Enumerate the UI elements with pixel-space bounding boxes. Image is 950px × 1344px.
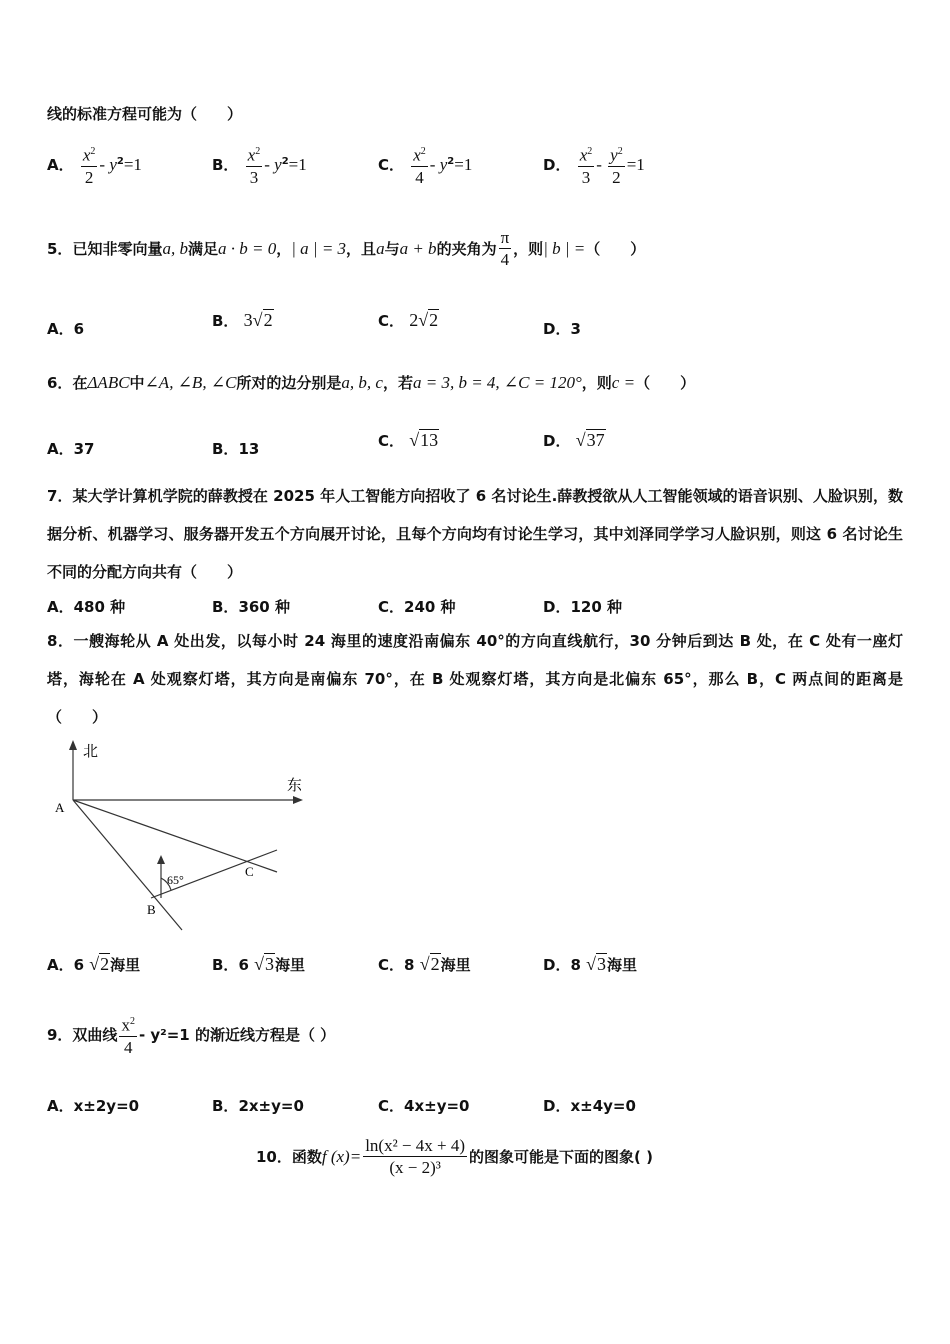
q8-stem: 8．一艘海轮从 A 处出发，以每小时 24 海里的速度沿南偏东 40°的方向直线航行，30 分钟后到达 B 处，在 C 处有一座灯塔，海轮在 A 处观察灯塔，其方向是南偏东 70°，在 B 处观察灯塔，其方向是北偏东 65°，那么 B，C 两点间的距离是（ ） [47,632,903,726]
q6-option-b[interactable]: B．13 [212,440,260,458]
q7-option-c[interactable]: C．240 种 [378,598,456,616]
q9-option-d[interactable]: D．x±4y=0 [543,1097,636,1115]
fraction: $\frac{x^2}{3}$ [246,142,263,189]
q7-stem: 7．某大学计算机学院的薛教授在 2025 年人工智能方向招收了 6 名讨论生.薛教授欲从人工智能领域的语音识别、人脸识别，数据分析、机器学习、服务器开发五个方向展开讨论，且每个方向均有讨论生学习，其中刘泽同学学习人脸识别，则这 6 名讨论生不同的分配方向共有（ ） [47,487,903,581]
fraction: $\frac{x^2}{4}$ [119,1012,137,1059]
fraction: $\frac{y^2}{2}$ [608,142,625,189]
angle-label: 65° [167,873,184,887]
q6-option-d[interactable]: D． √37 [543,430,605,450]
q5-option-c[interactable]: C． 2√2 [378,310,439,330]
q5-stem: 5．已知非零向量a, b满足a · b = 0，| a | = 3，且a与a + b的夹角为 $\frac{\pi}{4}$ ，则| b | =（ ） [47,228,646,269]
fraction: $\frac{\pi}{4}$ [500,228,510,269]
east-label: 东 [287,776,303,794]
point-b-label: B [147,902,156,917]
q7-option-b[interactable]: B．360 种 [212,598,290,616]
q9-stem: 9．双曲线 $\frac{x^2}{4}$ - y²=1 的渐近线方程是（ ） [47,1012,335,1059]
q4-option-a[interactable]: A． $\frac{x^2}{2}$ - $y^2=1$ [47,142,142,189]
q8-figure [45,738,315,933]
q4-option-d[interactable]: D． $\frac{x^2}{3}$ - $\frac{y^2}{2}$ =1 [543,142,645,189]
point-c-label: C [245,864,254,879]
q8-option-a[interactable]: A．6 √2海里 [47,954,141,974]
q9-option-a[interactable]: A．x±2y=0 [47,1097,140,1115]
q5-option-a[interactable]: A．6 [47,320,85,338]
fraction: $\frac{x^2}{3}$ [578,142,595,189]
point-a-label: A [55,800,65,815]
north-label: 北 [83,742,99,760]
q4-option-c[interactable]: C． $\frac{x^2}{4}$ - $y^2=1$ [378,142,472,189]
q5-option-d[interactable]: D．3 [543,320,581,338]
q7-option-d[interactable]: D．120 种 [543,598,622,616]
q4-option-b[interactable]: B． $\frac{x^2}{3}$ - $y^2=1$ [212,142,307,189]
q6-stem: 6．在ΔABC中∠A, ∠B, ∠C所对的边分别是a, b, c，若a = 3, b = 4, ∠C = 120°，则c =（ ） [47,373,696,392]
q6-option-a[interactable]: A．37 [47,440,95,458]
b-north-arrowhead [157,855,165,864]
fraction: $\frac{x^2}{2}$ [81,142,98,189]
q4-stem: 线的标准方程可能为（ ） [47,105,243,123]
east-arrowhead [293,796,303,804]
fraction: $\frac{x^2}{4}$ [411,142,428,189]
q6-option-c[interactable]: C． √13 [378,430,439,450]
q10-stem: 10．函数f (x)= $\frac{\text{ln(x² − 4x + 4)}}{\text{(x − 2)³}}$ 的图象可能是下面的图象( ) [256,1136,653,1177]
north-arrowhead [69,740,77,750]
q5-option-b[interactable]: B． 3√2 [212,310,273,330]
fraction: $\frac{\text{ln(x² − 4x + 4)}}{\text{(x − 2)³}}$ [365,1136,466,1177]
q7-option-a[interactable]: A．480 种 [47,598,126,616]
q8-option-d[interactable]: D．8 √3海里 [543,954,638,974]
q8-option-c[interactable]: C．8 √2海里 [378,954,471,974]
q8-option-b[interactable]: B．6 √3海里 [212,954,306,974]
q9-option-c[interactable]: C．4x±y=0 [378,1097,470,1115]
q9-option-b[interactable]: B．2x±y=0 [212,1097,304,1115]
